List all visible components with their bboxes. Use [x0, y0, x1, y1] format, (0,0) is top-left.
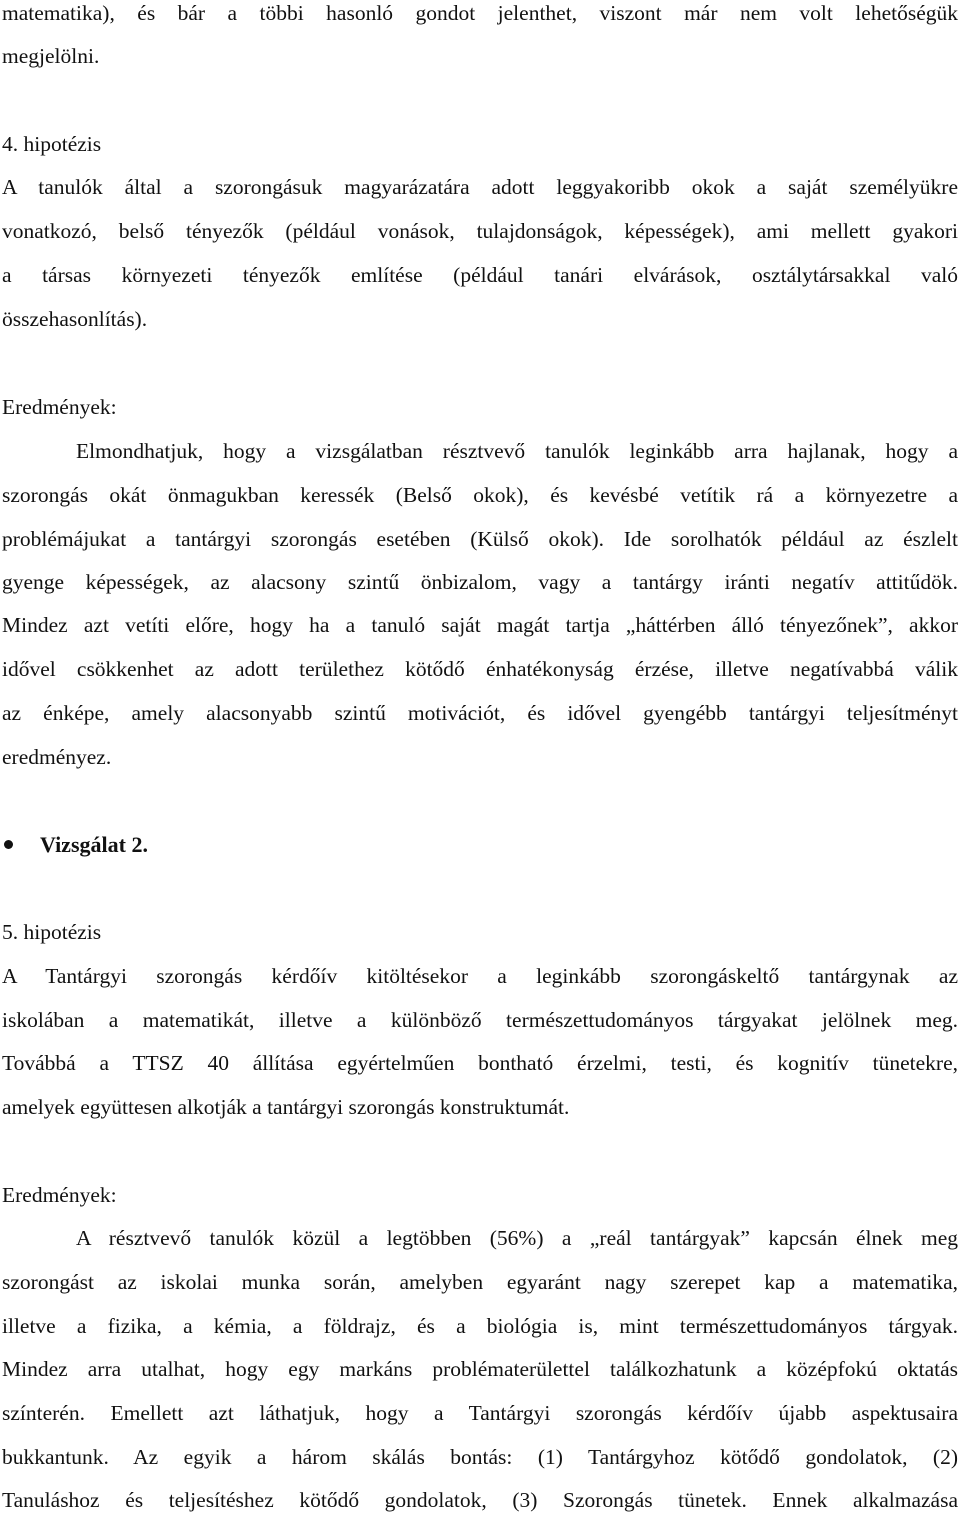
paragraph-line: amelyek együttesen alkotják a tantárgyi szorongás konstruktumát. — [2, 1095, 570, 1119]
paragraph-line: Tanuláshoz és teljesítéshez kötődő gondolatok, (3) Szorongás tünetek. Ennek alkalmazása — [2, 1488, 958, 1512]
paragraph-line: színterén. Emellett azt láthatjuk, hogy a Tantárgyi szorongás kérdőív újabb aspektusaira — [2, 1401, 958, 1425]
paragraph-line: matematika), és bár a többi hasonló gondot jelenthet, viszont már nem volt lehetőségük — [2, 1, 958, 25]
paragraph-line: vonatkozó, belső tényezők (például vonások, tulajdonságok, képességek), ami mellett gyakori — [2, 219, 958, 243]
paragraph-line: bukkantunk. Az egyik a három skálás bontás: (1) Tantárgyhoz kötődő gondolatok, (2) — [2, 1445, 958, 1469]
paragraph-line: eredményez. — [2, 745, 112, 769]
paragraph-line: problémájukat a tantárgyi szorongás esetében (Külső okok). Ide sorolhatók például az észlelt — [2, 527, 958, 551]
paragraph-line: az énképe, amely alacsonyabb szintű motivációt, és idővel gyengébb tantárgyi teljesítményt — [2, 701, 958, 725]
paragraph-line: összehasonlítás). — [2, 307, 148, 331]
paragraph-line: iskolában a matematikát, illetve a különböző természettudományos tárgyakat jelölnek meg. — [2, 1008, 958, 1032]
results-label: Eredmények: — [2, 395, 117, 419]
paragraph-line: szorongás okát önmagukban keressék (Belső okok), és kevésbé vetítik rá a környezetre a — [2, 483, 958, 507]
bullet-icon — [4, 840, 13, 849]
paragraph-line: Elmondhatjuk, hogy a vizsgálatban résztvevő tanulók leginkább arra hajlanak, hogy a — [76, 439, 958, 463]
paragraph-line: megjelölni. — [2, 44, 100, 68]
paragraph-line: A résztvevő tanulók közül a legtöbben (56%) a „reál tantárgyak” kapcsán élnek meg — [76, 1226, 958, 1250]
section-heading: Vizsgálat 2. — [40, 832, 148, 857]
hypothesis-4-title: 4. hipotézis — [2, 132, 102, 156]
paragraph-line: szorongást az iskolai munka során, amelyben egyaránt nagy szerepet kap a matematika, — [2, 1270, 958, 1294]
paragraph-line: Továbbá a TTSZ 40 állítása egyértelműen bontható érzelmi, testi, és kognitív tünetekre, — [2, 1051, 958, 1075]
paragraph-line: illetve a fizika, a kémia, a földrajz, és a biológia is, mint természettudományos tárgyak. — [2, 1314, 958, 1338]
paragraph-line: Mindez azt vetíti előre, hogy ha a tanuló saját magát tartja „háttérben álló tényezőnek”, akkor — [2, 613, 958, 637]
paragraph-line: A tanulók által a szorongásuk magyarázatára adott leggyakoribb okok a saját személyükre — [2, 175, 958, 199]
results-label: Eredmények: — [2, 1183, 117, 1207]
paragraph-line: A Tantárgyi szorongás kérdőív kitöltésekor a leginkább szorongáskeltő tantárgynak az — [2, 964, 958, 988]
hypothesis-5-title: 5. hipotézis — [2, 920, 102, 944]
paragraph-line: Mindez arra utalhat, hogy egy markáns problématerülettel találkozhatunk a középfokú oktatás — [2, 1357, 958, 1381]
paragraph-line: gyenge képességek, az alacsony szintű önbizalom, vagy a tantárgy iránti negatív attitűdök. — [2, 570, 958, 594]
paragraph-line: idővel csökkenhet az adott területhez kötődő énhatékonyság érzése, illetve negatívabbá válik — [2, 657, 958, 681]
paragraph-line: a társas környezeti tényezők említése (például tanári elvárások, osztálytársakkal való — [2, 263, 958, 287]
